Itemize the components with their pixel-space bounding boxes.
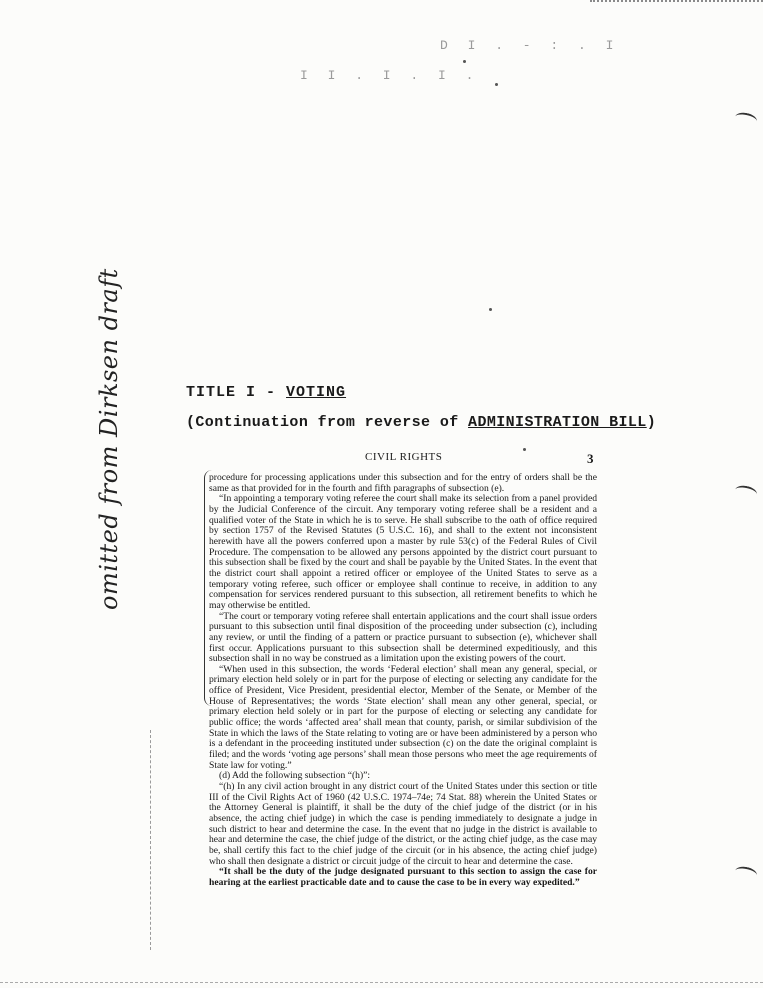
faint-stamp-top: D I . - : . I [440, 38, 620, 53]
bottom-edge-rule [0, 982, 763, 983]
speck [463, 60, 466, 63]
title-underlined: VOTING [286, 384, 347, 401]
speck [523, 448, 526, 451]
left-margin-dashes [150, 730, 151, 950]
handwritten-margin-note: omitted from Dirksen draft [95, 268, 123, 610]
top-edge-dots [590, 0, 763, 2]
margin-tick-mark [734, 111, 758, 127]
faint-stamp-second: I I . I . I . [300, 68, 480, 83]
body-text [209, 473, 597, 889]
body-paragraph: “(h) In any civil action brought in any district court of the United States under this section or title III of the Civil Rights Act of 1960 (42 U.S.C. 1974–74e; 74 Stat. 88) wherein the United States or the Attorney General is plaintiff, it shall be the duty of the chief judge of the district (or in his absence, the acting chief judge) in which the case is pending immediately to designate a judge in such district to hear and determine the case. In the event that no judge in the district is available to hear and determine the case, the chief judge of the district, or the acting chief judge, as the case may be, shall certify this fact to the chief judge of the circuit (or in his absence, the acting chief judge) who shall then designate a district or circuit judge of the circuit to hear and determine the case. [209, 781, 597, 867]
subtitle-underlined: ADMINISTRATION BILL [468, 414, 647, 431]
subtitle-prefix: (Continuation from reverse of [186, 414, 469, 431]
subtitle-suffix: ) [646, 414, 657, 431]
speck [495, 83, 498, 86]
margin-tick-mark [734, 865, 758, 881]
running-head: CIVIL RIGHTS [365, 451, 443, 463]
body-paragraph: “It shall be the duty of the judge designated pursuant to this section to assign the case for hearing at the earliest practicable date and to cause the case to be in every way expedited.” [209, 866, 597, 888]
body-paragraph: “In appointing a temporary voting referee the court shall make its selection from a panel provided by the Judicial Conference of the circuit. Any temporary voting referee shall be a resident and a qualified voter of the State in which he is to serve. He shall subscribe to the oath of office required by section 1757 of the Revised Statutes (5 U.S.C. 16), and shall to the extent not inconsistent herewith have all the powers conferred upon a master by rule 53(c) of the Federal Rules of Civil Procedure. The compensation to be allowed any persons appointed by the district court pursuant to this subsection shall be fixed by the court and shall be payable by the United States. In the event that the district court shall appoint a retired officer or employee of the United States to serve as a temporary voting referee, such officer or employee shall continue to receive, in addition to any compensation for services rendered pursuant to this subsection, all retirement benefits to which he may otherwise be entitled. [209, 493, 597, 611]
document-subtitle [186, 414, 656, 431]
body-paragraph: (d) Add the following subsection “(h)”: [219, 770, 371, 782]
page-number: 3 [587, 451, 594, 466]
body-paragraph: “The court or temporary voting referee shall entertain applications and the court shall issue orders pursuant to this subsection until final disposition of the proceeding under subsection (c), including any review, or until the finding of a pattern or practice pursuant to subsection (e), whichever shall first occur. Applications pursuant to this subsection shall be determined expeditiously, and this subsection shall in no way be construed as a limitation upon the existing powers of the court. [209, 610, 597, 665]
speck [489, 308, 492, 311]
body-paragraph: “When used in this subsection, the words ‘Federal election’ shall mean any general, special, or primary election held solely or in part for the purpose of electing or selecting any candidate for the office of President, Vice President, presidential elector, Member of the Senate, or Member of the House of Representatives; the words ‘State election’ shall mean any other general, special, or primary election held solely or in part for the purpose of electing or selecting any candidate for public office; the words ‘affected area’ shall mean that county, parish, or similar subdivision of the State in which the laws of the State relating to voting are or have been administered by a person who is a defendant in the proceeding instituted under subsection (c) on the date the original complaint is filed; and the words ‘voting age persons’ shall mean those persons who meet the age requirements of State law for voting.” [209, 663, 597, 771]
document-title [186, 384, 346, 401]
margin-tick-mark [734, 484, 758, 500]
body-paragraph: procedure for processing applications under this subsection and for the entry of orders shall be the same as that provided for in the fourth and fifth paragraphs of subsection (e). [209, 472, 597, 494]
title-prefix: TITLE I - [186, 384, 287, 401]
